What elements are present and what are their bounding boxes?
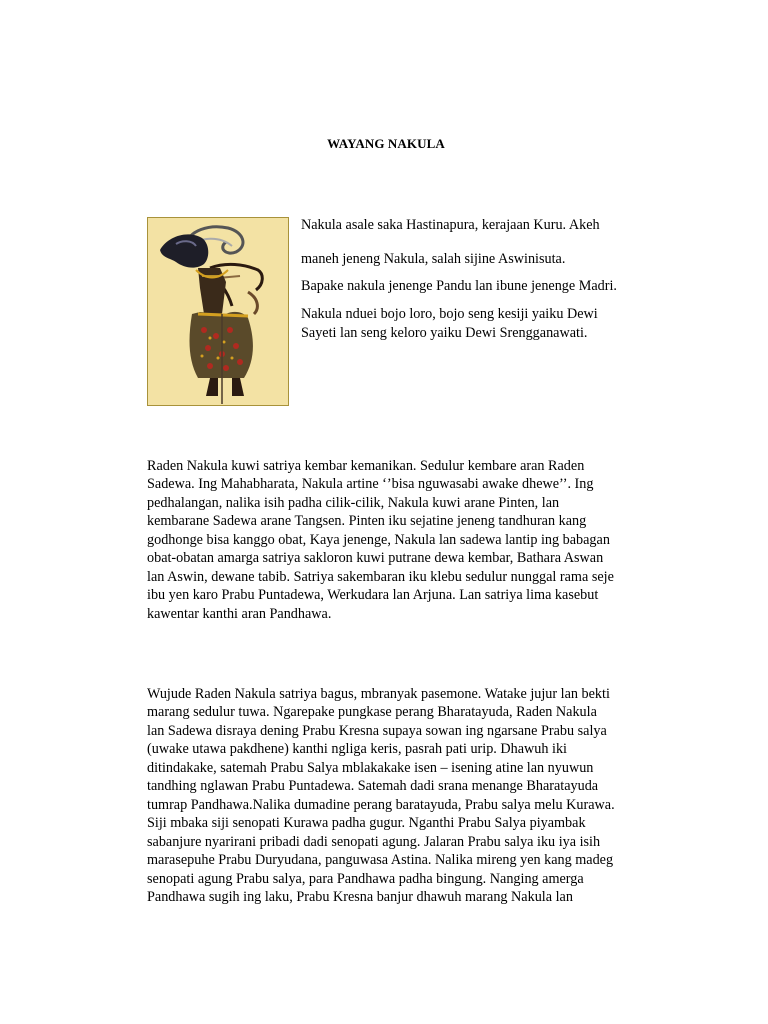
paragraph-2 bbox=[147, 685, 615, 906]
paragraph-line: Pandhawa sugih ing laku, Prabu Kresna banjur dhawuh marang Nakula lan bbox=[147, 888, 573, 905]
paragraph-line: ditindakake, satemah Prabu Salya mblakakake isen – isening atine lan nyuwun bbox=[147, 759, 594, 776]
wayang-nakula-illustration bbox=[147, 217, 289, 406]
paragraph-line: pedhalangan, nalika isih padha cilik-cilik, Nakula kuwi arane Pinten, lan bbox=[147, 494, 560, 511]
paragraph-line: ibu yen karo Prabu Puntadewa, Werkudara lan Arjuna. Lan satriya lima kasebut bbox=[147, 587, 599, 604]
intro-line-4: Nakula nduei bojo loro, bojo seng kesiji yaiku Dewi bbox=[301, 306, 598, 322]
paragraph-line: kembarane Sadewa arane Tangsen. Pinten iku sejatine jeneng tandhuran kang bbox=[147, 513, 587, 530]
paragraph-line: Siji mbaka siji senopati Kurawa padha gugur. Nganthi Prabu Salya piyambak bbox=[147, 815, 586, 832]
paragraph-line: senopati agung Prabu salya, para Pandhawa padha bingung. Nanging amerga bbox=[147, 870, 584, 887]
intro-line-1: Nakula asale saka Hastinapura, kerajaan Kuru. Akeh bbox=[301, 217, 600, 233]
intro-line-3: Bapake nakula jenenge Pandu lan ibune jenenge Madri. bbox=[301, 278, 617, 294]
intro-line-5: Sayeti lan seng keloro yaiku Dewi Srengganawati. bbox=[301, 325, 588, 341]
paragraph-line: marasepuhe Prabu Duryudana, panguwasa Astina. Nalika mireng yen kang madeg bbox=[147, 852, 614, 869]
paragraph-line: tumrap Pandhawa.Nalika dumadine perang baratayuda, Prabu salya melu Kurawa. bbox=[147, 796, 615, 813]
intro-line-2: maneh jeneng Nakula, salah sijine Aswinisuta. bbox=[301, 251, 566, 267]
paragraph-1 bbox=[147, 457, 614, 623]
paragraph-line: obat-obatan amarga satriya sakloron kuwi putrane dewa kembar, Bathara Aswan bbox=[147, 550, 604, 567]
paragraph-line: lan Sadewa disraya dening Prabu Kresna supaya sowan ing ngarsane Prabu salya bbox=[147, 722, 607, 739]
paragraph-line: godhonge bisa kanggo obat, Kaya jenenge, Nakula lan sadewa lantip ing babagan bbox=[147, 531, 610, 548]
paragraph-line: (uwake utawa pakdhene) kanthi ngliga keris, pasrah pati urip. Dhawuh iki bbox=[147, 741, 567, 758]
wayang-puppet-icon bbox=[148, 218, 288, 405]
paragraph-line: kawentar kanthi aran Pandhawa. bbox=[147, 605, 332, 622]
document-title: WAYANG NAKULA bbox=[327, 136, 445, 151]
paragraph-line: Sadewa. Ing Mahabharata, Nakula artine ‘’bisa nguwasabi awake dhewe’’. Ing bbox=[147, 476, 594, 493]
paragraph-line: lan Aswin, dewane tabib. Satriya sakembaran iku klebu sedulur nunggal rama seje bbox=[147, 568, 614, 585]
paragraph-line: sabanjure nyarirani pribadi dadi senopati agung. Jalaran Prabu salya iku iya isih bbox=[147, 833, 601, 850]
paragraph-line: tandhing nglawan Prabu Puntadewa. Satemah dadi srana menange Bharatayuda bbox=[147, 778, 599, 795]
paragraph-line: Raden Nakula kuwi satriya kembar kemanikan. Sedulur kembare aran Raden bbox=[147, 458, 585, 474]
paragraph-line: Wujude Raden Nakula satriya bagus, mbranyak pasemone. Watake jujur lan bekti bbox=[147, 686, 610, 702]
paragraph-line: marang sedulur tuwa. Ngarepake pungkase perang Bharatayuda, Raden Nakula bbox=[147, 704, 597, 721]
